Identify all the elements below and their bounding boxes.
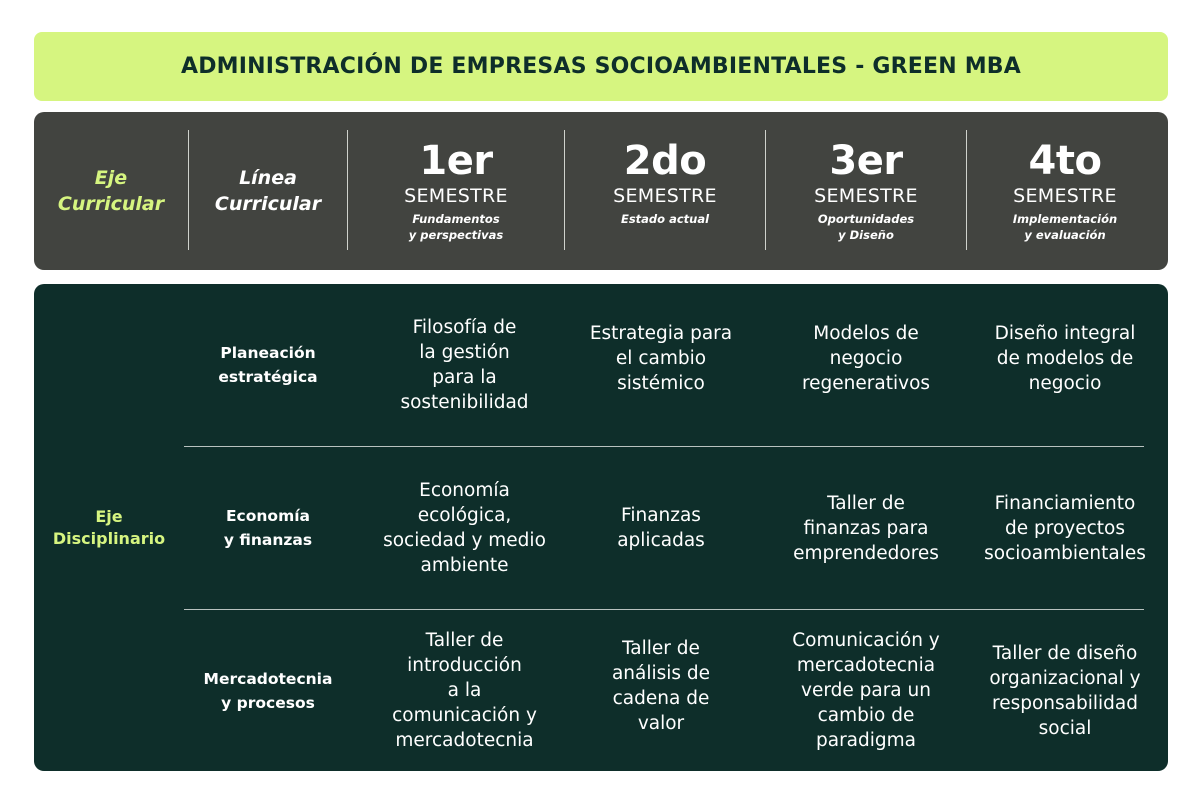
course-line: mercadotecnia	[395, 730, 534, 751]
course-line: aplicadas	[617, 530, 705, 551]
semester-subtitle-line: Oportunidades	[817, 212, 915, 226]
linea-curricular-header	[189, 112, 347, 270]
course-line: negocio	[829, 347, 903, 369]
linea-curricular-line: Línea	[239, 167, 297, 189]
course-line: cadena de	[612, 687, 710, 709]
course-line: Financiamiento	[994, 492, 1136, 514]
course-cell	[561, 284, 761, 432]
semester-label: SEMESTRE	[814, 185, 918, 207]
row-label-line: y finanzas	[223, 531, 313, 549]
course-cell	[561, 610, 761, 761]
row-label-line: estratégica	[218, 368, 318, 386]
course-cell	[766, 284, 966, 432]
course-cell	[561, 447, 761, 609]
course-line: verde para un	[801, 680, 931, 701]
course-cell	[352, 284, 577, 446]
course-cell	[962, 610, 1168, 771]
course-line: emprendedores	[793, 542, 939, 564]
page-title: ADMINISTRACIÓN DE EMPRESAS SOCIOAMBIENTALES - GREEN MBA	[180, 54, 1021, 79]
semester-number: 4to	[1028, 138, 1102, 184]
eje-curricular-line: Eje	[94, 167, 128, 189]
semester-header-2	[565, 112, 765, 270]
linea-curricular-line: Curricular	[214, 193, 322, 215]
semester-label: SEMESTRE	[1013, 185, 1117, 207]
course-line: análisis de	[611, 662, 711, 684]
semester-label: SEMESTRE	[613, 185, 717, 207]
semester-number: 1er	[419, 138, 493, 184]
row-label-planeacion	[184, 284, 352, 446]
semester-header-1	[348, 112, 564, 270]
course-line: sostenibilidad	[400, 392, 529, 413]
course-line: cambio de	[817, 705, 915, 726]
row-label-mercadotecnia	[184, 610, 352, 771]
course-line: introducción	[407, 655, 522, 676]
eje-curricular-header	[34, 112, 188, 270]
course-line: Taller de	[425, 630, 504, 651]
course-cell	[352, 447, 577, 609]
course-cell	[962, 284, 1168, 432]
course-line: ambiente	[420, 555, 509, 576]
course-cell	[352, 610, 577, 771]
semester-subtitle-line: y evaluación	[1024, 228, 1106, 242]
semester-number: 3er	[829, 138, 903, 184]
semester-subtitle	[409, 211, 503, 243]
course-line: negocio	[1028, 372, 1102, 394]
course-line: socioambientales	[984, 542, 1146, 564]
course-line: valor	[637, 712, 685, 734]
course-line: social	[1038, 717, 1092, 739]
course-line: organizacional y	[989, 667, 1141, 689]
course-line: Taller de diseño	[992, 642, 1138, 664]
course-line: sociedad y medio	[383, 530, 546, 551]
semester-subtitle-line: Estado actual	[620, 212, 710, 226]
course-line: ecológica,	[417, 505, 512, 526]
course-line: Finanzas	[621, 505, 701, 526]
course-line: Modelos de	[813, 322, 919, 344]
course-line: de proyectos	[1005, 517, 1125, 539]
semester-subtitle-line: Fundamentos	[412, 212, 500, 226]
title-banner	[34, 32, 1168, 101]
semester-number: 2do	[623, 138, 707, 184]
course-line: responsabilidad	[992, 692, 1138, 714]
course-line: paradigma	[815, 730, 916, 751]
semester-subtitle	[818, 211, 914, 243]
eje-disciplinario-label	[34, 284, 184, 771]
course-line: Economía	[419, 480, 510, 501]
course-line: mercadotecnia	[796, 655, 936, 676]
course-line: finanzas para	[803, 517, 929, 539]
row-label-line: Mercadotecnia	[203, 669, 333, 688]
header-panel	[34, 112, 1168, 270]
row-label-line: Economía	[225, 507, 311, 525]
curriculum-panel	[34, 284, 1168, 771]
course-line: comunicación y	[392, 705, 537, 726]
course-line: Taller de	[827, 492, 905, 514]
semester-subtitle-line: y perspectivas	[408, 228, 504, 242]
course-line: de modelos de	[996, 347, 1134, 369]
eje-disciplinario-line: Eje	[95, 506, 123, 526]
course-line: Estrategia para	[589, 322, 733, 344]
course-cell	[962, 447, 1168, 609]
course-line: Taller de	[622, 637, 700, 659]
semester-subtitle-line: y Diseño	[838, 228, 894, 242]
semester-subtitle	[1013, 211, 1117, 243]
course-line: Comunicación y	[792, 630, 940, 651]
course-cell	[766, 447, 966, 609]
semester-subtitle	[621, 211, 709, 243]
semester-header-3	[766, 112, 966, 270]
course-line: Filosofía de	[412, 317, 517, 338]
course-line: a la	[447, 680, 482, 701]
eje-disciplinario-line: Disciplinario	[52, 528, 166, 548]
course-line: Diseño integral	[994, 322, 1136, 344]
course-line: sistémico	[617, 372, 705, 394]
eje-curricular-line: Curricular	[57, 193, 165, 215]
row-label-line: y procesos	[221, 693, 315, 712]
course-line: regenerativos	[801, 372, 931, 394]
course-cell	[766, 610, 966, 771]
course-line: para la	[432, 367, 497, 388]
semester-subtitle-line: Implementación	[1012, 212, 1118, 226]
semester-label: SEMESTRE	[404, 185, 508, 207]
row-label-line: Planeación	[220, 344, 316, 362]
semester-header-4	[967, 112, 1163, 270]
course-line: la gestión	[419, 342, 510, 363]
row-label-economia	[184, 447, 352, 609]
course-line: el cambio	[615, 347, 707, 369]
